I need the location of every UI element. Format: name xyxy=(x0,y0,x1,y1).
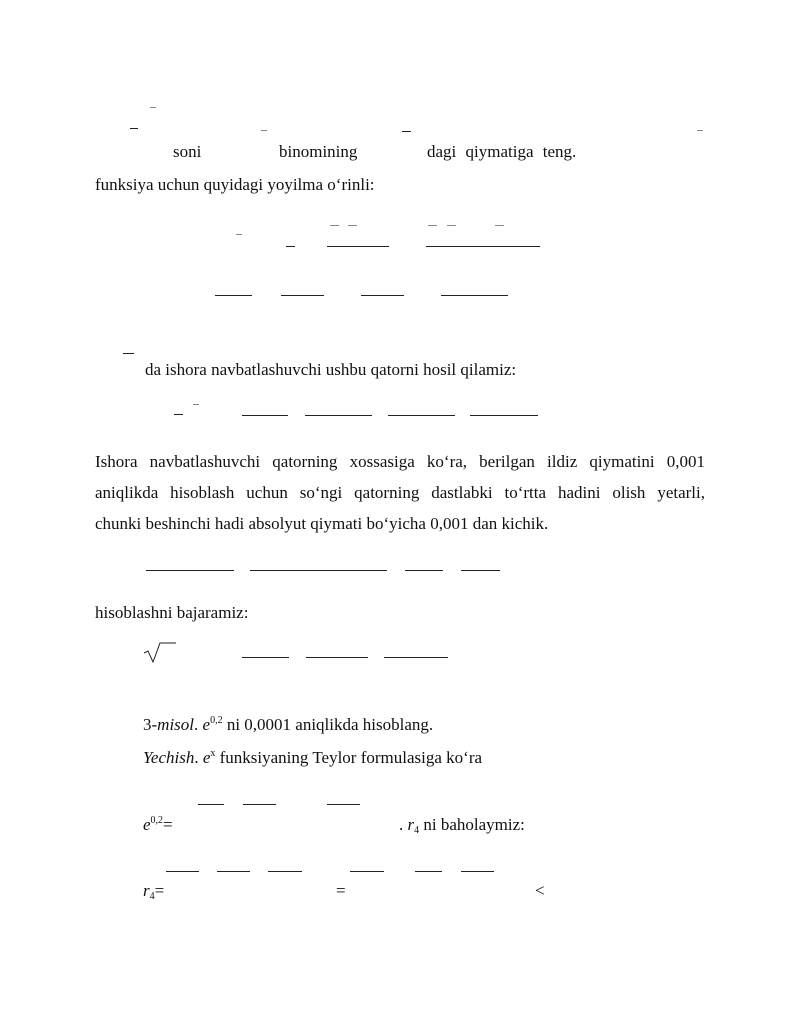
solution-text: funksiyaning Teylor formulasiga ko‘ra xyxy=(215,748,483,767)
paragraph-ishora xyxy=(95,446,705,539)
solution-word: Yechish xyxy=(143,748,195,767)
formula-fraction-bar xyxy=(242,657,289,658)
e-symbol: e xyxy=(202,748,211,767)
formula-fraction-bar xyxy=(405,570,443,571)
formula-fraction-bar xyxy=(697,130,703,131)
paragraph-line: Ishora navbatlashuvchi qatorning xossasiga ko‘ra, berilgan ildiz qiymatini 0,001 xyxy=(95,452,705,471)
e-exponent: 0,2 xyxy=(150,815,164,826)
formula-fraction-bar xyxy=(350,871,384,872)
formula-fraction-bar xyxy=(193,404,199,405)
e-exponent: 0,2 xyxy=(210,715,223,726)
text-funksiya-uchun: funksiya uchun quyidagi yoyilma o‘rinli: xyxy=(95,175,375,194)
square-root-sign xyxy=(143,641,177,663)
formula-fraction-bar xyxy=(305,415,372,416)
formula-fraction-bar xyxy=(327,804,360,805)
estimate-text: ni baholaymiz: xyxy=(419,815,525,834)
r4-estimate-text xyxy=(399,815,525,836)
formula-fraction-bar xyxy=(123,353,134,354)
text-soni: soni xyxy=(173,142,202,161)
text-dagi-qiymatiga-teng: dagi qiymatiga teng. xyxy=(427,142,577,161)
formula-fraction-bar xyxy=(384,657,448,658)
formula-fraction-bar xyxy=(286,246,295,247)
example-dot: . xyxy=(194,715,199,734)
formula-fraction-bar xyxy=(217,871,250,872)
text-da-ishora: da ishora navbatlashuvchi ushbu qatorni hosil qilamiz: xyxy=(145,360,517,379)
paragraph-line: aniqlikda hisoblash uchun so‘ngi qatorning dastlabki to‘rtta hadini olish yetarli, xyxy=(95,483,705,502)
formula-fraction-bar xyxy=(461,871,494,872)
e-symbol: e xyxy=(202,715,211,734)
r-symbol: r xyxy=(407,815,415,834)
formula-fraction-bar xyxy=(447,225,456,226)
formula-fraction-bar xyxy=(150,107,156,108)
e-symbol: e xyxy=(143,815,151,834)
formula-fraction-bar xyxy=(327,246,389,247)
e-exponent: x xyxy=(210,748,216,759)
equals-sign: = xyxy=(163,815,173,834)
formula-fraction-bar xyxy=(146,570,234,571)
formula-fraction-bar xyxy=(236,234,242,235)
formula-fraction-bar xyxy=(261,130,267,131)
e02-equation xyxy=(143,816,173,833)
formula-fraction-bar xyxy=(250,570,387,571)
formula-fraction-bar xyxy=(330,225,339,226)
text-binomining: binomining xyxy=(279,142,358,161)
less-than-sign: < xyxy=(535,881,545,900)
solution-dot: . xyxy=(194,748,199,767)
formula-fraction-bar xyxy=(242,415,288,416)
paragraph-line: chunki beshinchi hadi absolyut qiymati bo‘yicha 0,001 dan kichik. xyxy=(95,514,549,533)
formula-fraction-bar xyxy=(268,871,302,872)
formula-fraction-bar xyxy=(402,131,411,132)
formula-fraction-bar xyxy=(361,295,404,296)
r-symbol: r xyxy=(143,881,150,900)
example-3-heading xyxy=(143,716,433,733)
formula-fraction-bar xyxy=(166,871,199,872)
example-number: 3- xyxy=(143,715,158,734)
formula-fraction-bar xyxy=(215,295,252,296)
formula-fraction-bar xyxy=(426,246,540,247)
formula-fraction-bar xyxy=(174,414,183,415)
formula-fraction-bar xyxy=(281,295,324,296)
formula-fraction-bar xyxy=(428,225,437,226)
formula-fraction-bar xyxy=(388,415,455,416)
formula-fraction-bar xyxy=(243,804,276,805)
formula-fraction-bar xyxy=(441,295,508,296)
r4-equation xyxy=(143,881,165,902)
equals-sign: = xyxy=(336,881,346,900)
text-hisoblashni: hisoblashni bajaramiz: xyxy=(95,603,249,622)
formula-fraction-bar xyxy=(306,657,368,658)
formula-fraction-bar xyxy=(130,128,138,129)
formula-fraction-bar xyxy=(461,570,500,571)
solution-heading xyxy=(143,749,482,766)
r-subscript: 4 xyxy=(149,891,155,902)
example-task: ni 0,0001 aniqlikda hisoblang. xyxy=(222,715,434,734)
formula-fraction-bar xyxy=(495,225,504,226)
formula-fraction-bar xyxy=(470,415,538,416)
formula-fraction-bar xyxy=(198,804,224,805)
formula-fraction-bar xyxy=(348,225,357,226)
formula-fraction-bar xyxy=(415,871,442,872)
dot: . xyxy=(399,815,408,834)
equals-sign: = xyxy=(154,881,165,900)
r-subscript: 4 xyxy=(414,825,420,836)
example-word: misol xyxy=(157,715,195,734)
